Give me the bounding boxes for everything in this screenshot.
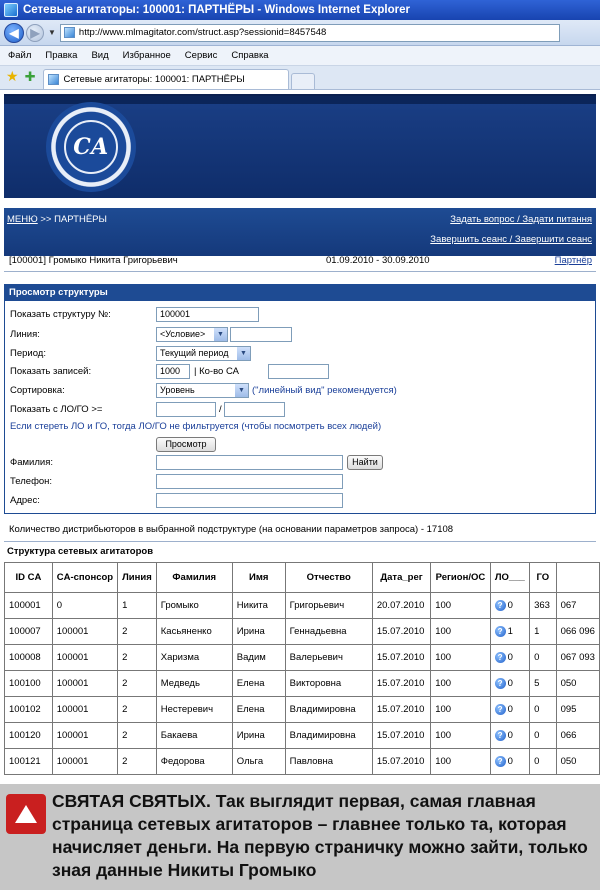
- structure-form: [4, 284, 596, 514]
- table-row[interactable]: [5, 723, 600, 749]
- table-header-row: [5, 563, 600, 593]
- menu-bar: [0, 46, 600, 66]
- table-cell: 066 096: [556, 619, 599, 645]
- table-cell: 100: [431, 749, 490, 775]
- table-cell: 100: [431, 619, 490, 645]
- lo-cell: [490, 619, 529, 645]
- logo-text: СА: [64, 120, 118, 174]
- site-logo: [46, 102, 136, 192]
- window-title: Сетевые агитаторы: 100001: ПАРТНЁРЫ - Windows Internet Explorer: [23, 4, 410, 16]
- table-cell: 100001: [52, 645, 117, 671]
- col-regdate[interactable]: Дата_рег: [372, 563, 430, 593]
- ie-icon: [4, 3, 18, 17]
- table-cell: Харизма: [156, 645, 232, 671]
- table-cell: 100001: [52, 749, 117, 775]
- caption-lead: СВЯТАЯ СВЯТЫХ.: [52, 791, 211, 811]
- new-tab-button[interactable]: [291, 73, 315, 89]
- table-cell: 2: [118, 749, 157, 775]
- table-row[interactable]: [5, 619, 600, 645]
- address-input[interactable]: [156, 493, 343, 508]
- chevron-down-icon: ▼: [214, 328, 227, 341]
- address-bar: [0, 20, 600, 46]
- lo-cell: [490, 671, 529, 697]
- url-text: http://www.mlmagitator.com/struct.asp?sessionid=8457548: [78, 27, 327, 38]
- table-row[interactable]: [5, 697, 600, 723]
- warning-icon: [6, 794, 46, 834]
- menu-link[interactable]: МЕНЮ: [7, 214, 38, 225]
- table-cell: 0: [530, 749, 557, 775]
- table-cell: 100007: [5, 619, 53, 645]
- article-caption: [0, 784, 600, 890]
- table-cell: Касьяненко: [156, 619, 232, 645]
- sort-select-value: Уровень: [160, 385, 195, 395]
- table-cell: 2: [118, 671, 157, 697]
- chevron-down-icon: ▼: [235, 384, 248, 397]
- phone-label: Телефон:: [10, 476, 53, 487]
- surname-input[interactable]: [156, 455, 343, 470]
- lo-value: 0: [507, 652, 513, 663]
- help-icon[interactable]: ?: [495, 600, 506, 611]
- col-lo[interactable]: ЛО___: [490, 563, 529, 593]
- help-icon[interactable]: ?: [495, 678, 506, 689]
- table-cell: Медведь: [156, 671, 232, 697]
- table-row[interactable]: [5, 671, 600, 697]
- caption-text: [52, 790, 592, 882]
- lo-cell: [490, 593, 529, 619]
- table-cell: Елена: [232, 671, 285, 697]
- table-cell: 0: [52, 593, 117, 619]
- table-cell: 067: [556, 593, 599, 619]
- form-header: Просмотр структуры: [5, 285, 595, 301]
- lo-value: 1: [507, 626, 513, 637]
- line-label: Линия:: [10, 329, 40, 340]
- help-icon[interactable]: ?: [495, 756, 506, 767]
- table-cell: 067 093: [556, 645, 599, 671]
- tab-active[interactable]: [43, 69, 289, 89]
- line-select-value: <Условие>: [160, 329, 206, 339]
- lo-value: 0: [507, 730, 513, 741]
- add-favorite-icon[interactable]: ✚: [24, 69, 36, 84]
- table-cell: 1: [530, 619, 557, 645]
- table-cell: 0: [530, 645, 557, 671]
- table-cell: Бакаева: [156, 723, 232, 749]
- end-session-link[interactable]: Завершить сеанс / Завершити сеанс: [430, 234, 592, 245]
- forward-arrow-icon[interactable]: ▶: [26, 24, 44, 42]
- table-row[interactable]: [5, 749, 600, 775]
- go-input[interactable]: [224, 402, 285, 417]
- lo-go-label: Показать с ЛО/ГО >=: [10, 404, 103, 415]
- lo-value: 0: [507, 756, 513, 767]
- col-name[interactable]: Имя: [232, 563, 285, 593]
- table-cell: 050: [556, 749, 599, 775]
- table-cell: Вадим: [232, 645, 285, 671]
- table-cell: 100: [431, 593, 490, 619]
- table-cell: Валерьевич: [285, 645, 372, 671]
- view-button[interactable]: Просмотр: [156, 437, 216, 452]
- col-phone[interactable]: [556, 563, 599, 593]
- records-input[interactable]: 1000: [156, 364, 190, 379]
- col-surname[interactable]: Фамилия: [156, 563, 232, 593]
- sort-select[interactable]: [156, 383, 249, 398]
- table-cell: 095: [556, 697, 599, 723]
- ca-count-label: | Ко-во СА: [194, 366, 239, 377]
- table-cell: Викторовна: [285, 671, 372, 697]
- ca-count-input[interactable]: [268, 364, 329, 379]
- nav-strip: [4, 208, 596, 256]
- site-banner: [4, 94, 596, 198]
- table-cell: 2: [118, 645, 157, 671]
- table-cell: 100: [431, 671, 490, 697]
- col-region[interactable]: Регион/ОС: [431, 563, 490, 593]
- table-cell: 100102: [5, 697, 53, 723]
- table-cell: 15.07.2010: [372, 749, 430, 775]
- menu-favorites[interactable]: Избранное: [122, 50, 171, 61]
- table-cell: 15.07.2010: [372, 697, 430, 723]
- menu-file[interactable]: Файл: [8, 50, 32, 61]
- back-arrow-icon[interactable]: ◀: [4, 23, 24, 43]
- table-cell: 15.07.2010: [372, 619, 430, 645]
- window-titlebar: [0, 0, 600, 20]
- lo-value: 0: [507, 704, 513, 715]
- ask-question-link[interactable]: Задать вопрос / Задати питання: [450, 214, 592, 225]
- favorites-star-icon[interactable]: ★: [6, 68, 19, 84]
- table-row[interactable]: [5, 645, 600, 671]
- table-cell: 0: [530, 723, 557, 749]
- table-cell: 5: [530, 671, 557, 697]
- structure-input[interactable]: 100001: [156, 307, 259, 322]
- lo-go-separator: /: [219, 404, 222, 415]
- count-line: [4, 520, 596, 542]
- period-dates: 01.09.2010 - 30.09.2010: [326, 255, 430, 266]
- table-cell: 15.07.2010: [372, 645, 430, 671]
- chevron-down-icon: ▼: [237, 347, 250, 360]
- table-cell: 0: [530, 697, 557, 723]
- distributor-count: Количество дистрибьюторов в выбранной подструктуре (на основании параметров запроса) - 17108: [9, 524, 454, 535]
- col-sponsor[interactable]: CA-спонсор: [52, 563, 117, 593]
- table-cell: 100: [431, 697, 490, 723]
- table-cell: 2: [118, 723, 157, 749]
- table-cell: Никита: [232, 593, 285, 619]
- page-content: [0, 90, 600, 800]
- col-go[interactable]: ГО: [530, 563, 557, 593]
- help-icon[interactable]: ?: [495, 626, 506, 637]
- table-cell: Федорова: [156, 749, 232, 775]
- lo-cell: [490, 697, 529, 723]
- table-cell: 2: [118, 619, 157, 645]
- table-title: Структура сетевых агитаторов: [7, 546, 154, 557]
- table-cell: 1: [118, 593, 157, 619]
- period-select-value: Текущий период: [160, 348, 229, 358]
- line-value-input[interactable]: [230, 327, 292, 342]
- table-cell: 050: [556, 671, 599, 697]
- table-cell: 100001: [52, 671, 117, 697]
- lo-cell: [490, 749, 529, 775]
- sort-label: Сортировка:: [10, 385, 65, 396]
- help-icon[interactable]: ?: [495, 652, 506, 663]
- table-cell: Ирина: [232, 723, 285, 749]
- lo-input[interactable]: [156, 402, 216, 417]
- line-condition-select[interactable]: [156, 327, 228, 342]
- page-icon: [64, 27, 75, 38]
- tab-page-icon: [48, 74, 59, 85]
- lo-go-note: Если стереть ЛО и ГО, тогда ЛО/ГО не фильтруется (чтобы посмотреть всех людей): [10, 421, 382, 432]
- table-cell: 066: [556, 723, 599, 749]
- table-cell: Григорьевич: [285, 593, 372, 619]
- structure-table: [4, 562, 600, 775]
- help-icon[interactable]: ?: [495, 704, 506, 715]
- lo-cell: [490, 723, 529, 749]
- address-label: Адрес:: [10, 495, 40, 506]
- breadcrumb-current: >> ПАРТНЁРЫ: [37, 214, 107, 225]
- table-cell: 100001: [52, 697, 117, 723]
- col-patronymic[interactable]: Отчество: [285, 563, 372, 593]
- history-dropdown-icon[interactable]: ▼: [48, 28, 56, 37]
- table-cell: 100: [431, 723, 490, 749]
- table-cell: 100: [431, 645, 490, 671]
- table-cell: Громыко: [156, 593, 232, 619]
- table-cell: Владимировна: [285, 723, 372, 749]
- structure-label: Показать структуру №:: [10, 309, 111, 320]
- table-cell: 100001: [52, 723, 117, 749]
- sort-hint: ("линейный вид" рекомендуется): [252, 385, 397, 396]
- lo-cell: [490, 645, 529, 671]
- table-cell: 100008: [5, 645, 53, 671]
- structure-table-wrap: [4, 562, 600, 800]
- lo-value: 0: [507, 678, 513, 689]
- table-row[interactable]: [5, 593, 600, 619]
- user-line: [4, 250, 596, 272]
- table-cell: 15.07.2010: [372, 723, 430, 749]
- period-label: Период:: [10, 348, 46, 359]
- lo-value: 0: [507, 600, 513, 611]
- records-label: Показать записей:: [10, 366, 92, 377]
- menu-view[interactable]: Вид: [91, 50, 109, 61]
- table-cell: Павловна: [285, 749, 372, 775]
- partners-link[interactable]: Партнёр: [554, 255, 592, 266]
- table-cell: 100001: [5, 593, 53, 619]
- table-cell: Ирина: [232, 619, 285, 645]
- table-cell: Геннадьевна: [285, 619, 372, 645]
- caption-body: Так выглядит первая, самая главная страница сетевых агитаторов – главнее только та, которая начисляет деньги. На первую страничку можно зайти, только зная данные Никиты Громыко: [52, 791, 588, 880]
- table-cell: 15.07.2010: [372, 671, 430, 697]
- table-cell: 100001: [52, 619, 117, 645]
- url-input[interactable]: [60, 24, 560, 42]
- table-cell: Нестеревич: [156, 697, 232, 723]
- surname-label: Фамилия:: [10, 457, 53, 468]
- table-cell: 100100: [5, 671, 53, 697]
- table-cell: Елена: [232, 697, 285, 723]
- phone-input[interactable]: [156, 474, 343, 489]
- menu-tools[interactable]: Сервис: [184, 50, 218, 61]
- table-cell: 100121: [5, 749, 53, 775]
- menu-help[interactable]: Справка: [231, 50, 269, 61]
- table-cell: 20.07.2010: [372, 593, 430, 619]
- table-cell: 363: [530, 593, 557, 619]
- menu-edit[interactable]: Правка: [45, 50, 78, 61]
- find-button[interactable]: Найти: [347, 455, 383, 470]
- tab-bar: [0, 66, 600, 90]
- help-icon[interactable]: ?: [495, 730, 506, 741]
- breadcrumb: [7, 214, 107, 225]
- user-name: [100001] Громыко Никита Григорьевич: [9, 255, 178, 266]
- table-cell: 100120: [5, 723, 53, 749]
- table-cell: 2: [118, 697, 157, 723]
- col-id[interactable]: ID CA: [5, 563, 53, 593]
- col-line[interactable]: Линия: [118, 563, 157, 593]
- period-select[interactable]: [156, 346, 251, 361]
- tab-title: Сетевые агитаторы: 100001: ПАРТНЁРЫ: [63, 74, 245, 85]
- table-cell: Ольга: [232, 749, 285, 775]
- table-cell: Владимировна: [285, 697, 372, 723]
